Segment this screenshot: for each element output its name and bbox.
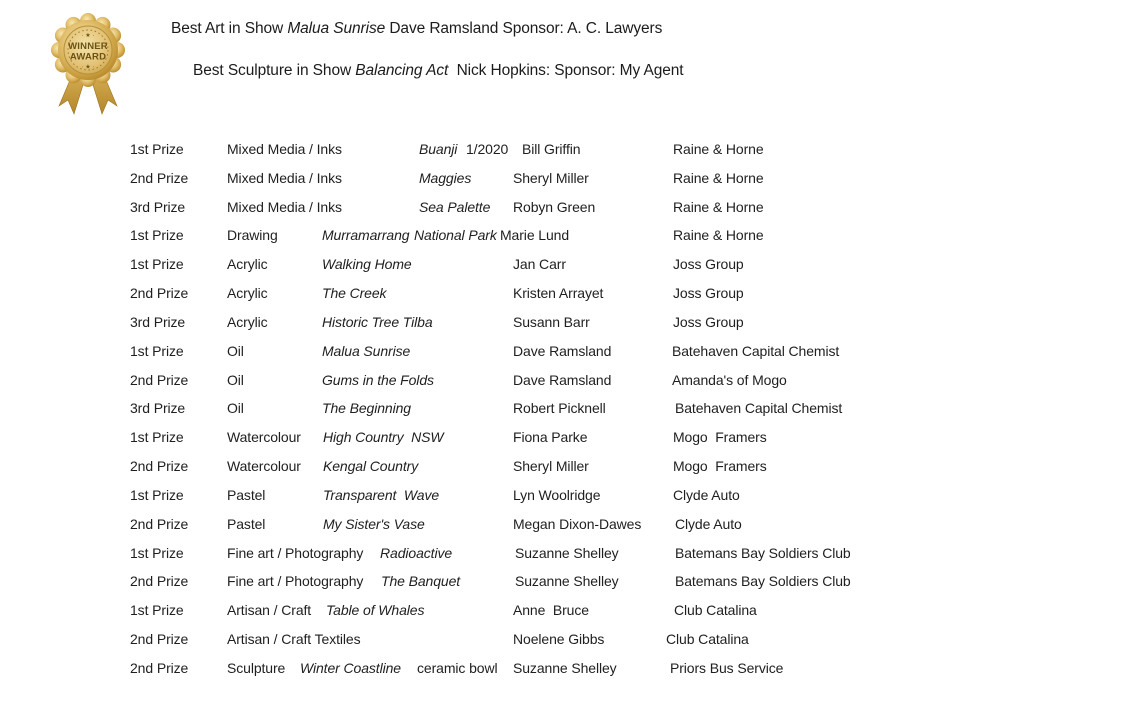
table-row <box>0 658 1129 679</box>
cell-prize: 1st Prize <box>130 141 184 157</box>
cell-artist: Robyn Green <box>513 198 596 215</box>
cell-artist: Susann Barr <box>513 313 590 330</box>
cell-category: Watercolour <box>227 429 301 446</box>
cell-title: Murramarrang <box>322 227 410 244</box>
cell-sponsor: Amanda's of Mogo <box>672 371 787 388</box>
cell-artist: Sheryl Miller <box>513 458 589 475</box>
cell-category: Drawing <box>227 227 278 244</box>
cell-category: Acrylic <box>227 256 268 273</box>
table-row <box>0 139 1129 160</box>
cell-category: Sculpture <box>227 659 286 676</box>
cell-category: Mixed Media / Inks <box>227 169 342 186</box>
cell-category: Artisan / Craft <box>227 602 312 619</box>
table-row <box>0 197 1129 218</box>
cell-artist: Suzanne Shelley <box>515 544 619 561</box>
cell-prize: 1st Prize <box>130 486 184 503</box>
table-row <box>0 341 1129 362</box>
table-row <box>0 629 1129 650</box>
cell-sponsor: Club Catalina <box>674 602 757 619</box>
badge-star-top-icon: · ★ · <box>81 33 95 39</box>
cell-title: Walking Home <box>322 256 412 273</box>
table-row <box>0 370 1129 391</box>
cell-title: Kengal Country <box>323 458 419 475</box>
artwork-title: Malua Sunrise <box>287 20 386 37</box>
cell-prize: 2nd Prize <box>130 458 189 475</box>
cell-sponsor: Mogo Framers <box>673 429 767 446</box>
table-row <box>0 514 1129 535</box>
best-sculpture-in-show-heading <box>193 61 684 81</box>
cell-prize: 3rd Prize <box>130 400 186 417</box>
cell-prize: 1st Prize <box>130 342 184 359</box>
heading-prefix: Best Sculpture in Show <box>193 62 356 79</box>
cell-sponsor: Club Catalina <box>666 631 749 648</box>
cell-prize: 1st Prize <box>130 429 184 446</box>
cell-title: Radioactive <box>380 544 453 561</box>
cell-category: Mixed Media / Inks <box>227 141 342 157</box>
table-row <box>0 168 1129 189</box>
cell-artist: Noelene Gibbs <box>513 631 605 648</box>
cell-sponsor: Batehaven Capital Chemist <box>675 400 843 417</box>
badge-star-bottom-icon: · ★ · <box>81 64 95 71</box>
artwork-title: Balancing Act <box>355 62 449 79</box>
winner-award-badge-icon <box>46 8 130 120</box>
cell-sponsor: Raine & Horne <box>673 227 764 244</box>
cell-prize: 1st Prize <box>130 227 184 244</box>
cell-title: Sea Palette <box>419 198 491 215</box>
cell-prize: 2nd Prize <box>130 659 189 676</box>
table-row <box>0 456 1129 477</box>
cell-title: The Creek <box>322 285 387 302</box>
cell-sponsor: Joss Group <box>673 256 744 273</box>
cell-title: The Beginning <box>322 400 411 417</box>
cell-sponsor: Raine & Horne <box>673 169 764 186</box>
cell-title-2: National Park <box>414 227 497 244</box>
cell-artist: Suzanne Shelley <box>513 659 617 676</box>
cell-artist: Bill Griffin <box>522 141 581 157</box>
cell-sponsor: Clyde Auto <box>675 515 742 532</box>
cell-title: My Sister's Vase <box>323 515 425 532</box>
cell-prize: 2nd Prize <box>130 631 189 648</box>
heading-suffix: Dave Ramsland Sponsor: A. C. Lawyers <box>385 20 663 37</box>
cell-prize: 2nd Prize <box>130 573 189 590</box>
cell-artist: Anne Bruce <box>513 602 589 619</box>
cell-artist: Jan Carr <box>513 256 566 273</box>
badge-label-winner: WINNER <box>68 41 108 52</box>
cell-sponsor: Raine & Horne <box>673 198 764 215</box>
table-row <box>0 485 1129 506</box>
cell-category: Oil <box>227 371 244 388</box>
cell-artist: Marie Lund <box>500 227 570 244</box>
cell-category: Oil <box>227 400 244 417</box>
cell-title: Buanji <box>419 141 458 157</box>
cell-prize: 3rd Prize <box>130 198 186 215</box>
cell-title: Maggies <box>419 169 472 186</box>
cell-prize: 1st Prize <box>130 256 184 273</box>
cell-sponsor: Mogo Framers <box>673 458 767 475</box>
table-row <box>0 571 1129 592</box>
cell-sponsor: Joss Group <box>673 285 744 302</box>
cell-category: Pastel <box>227 486 266 503</box>
cell-category: Fine art / Photography <box>227 573 364 590</box>
cell-sponsor: Priors Bus Service <box>670 659 784 676</box>
table-row <box>0 283 1129 304</box>
cell-sponsor: Raine & Horne <box>673 141 764 157</box>
cell-category: Watercolour <box>227 458 301 475</box>
cell-title: Malua Sunrise <box>322 342 411 359</box>
table-row <box>0 398 1129 419</box>
cell-artist: Suzanne Shelley <box>515 573 619 590</box>
cell-prize: 2nd Prize <box>130 371 189 388</box>
cell-title: Transparent Wave <box>323 486 440 503</box>
cell-category: Artisan / Craft Textiles <box>227 631 361 648</box>
cell-sponsor: Joss Group <box>673 313 744 330</box>
cell-title: The Banquet <box>381 573 461 590</box>
heading-prefix: Best Art in Show <box>171 20 288 37</box>
table-row <box>0 543 1129 564</box>
cell-title: Winter Coastline <box>300 659 401 676</box>
table-row <box>0 600 1129 621</box>
cell-title-note: 1/2020 <box>466 141 509 157</box>
cell-category: Fine art / Photography <box>227 544 364 561</box>
cell-title: Gums in the Folds <box>322 371 434 388</box>
cell-sponsor: Batehaven Capital Chemist <box>672 342 840 359</box>
cell-artist: Fiona Parke <box>513 429 588 446</box>
table-row <box>0 254 1129 275</box>
cell-title: High Country NSW <box>323 429 444 446</box>
table-row <box>0 225 1129 246</box>
cell-artist: Kristen Arrayet <box>513 285 604 302</box>
cell-category: Acrylic <box>227 285 268 302</box>
cell-artist: Dave Ramsland <box>513 342 612 359</box>
cell-title-note: ceramic bowl <box>417 659 498 676</box>
cell-prize: 1st Prize <box>130 544 184 561</box>
cell-prize: 2nd Prize <box>130 169 189 186</box>
table-row <box>0 312 1129 333</box>
badge-label-award: AWARD <box>69 51 107 63</box>
cell-category: Oil <box>227 342 244 359</box>
heading-suffix: Nick Hopkins: Sponsor: My Agent <box>448 62 684 79</box>
cell-category: Mixed Media / Inks <box>227 198 342 215</box>
cell-prize: 1st Prize <box>130 602 184 619</box>
cell-sponsor: Clyde Auto <box>673 486 740 503</box>
cell-artist: Lyn Woolridge <box>513 486 601 503</box>
cell-prize: 2nd Prize <box>130 515 189 532</box>
cell-artist: Dave Ramsland <box>513 371 612 388</box>
cell-artist: Megan Dixon-Dawes <box>513 515 642 532</box>
cell-title: Table of Whales <box>326 602 425 619</box>
cell-artist: Robert Picknell <box>513 400 606 417</box>
cell-category: Acrylic <box>227 313 268 330</box>
cell-artist: Sheryl Miller <box>513 169 589 186</box>
cell-sponsor: Batemans Bay Soldiers Club <box>675 544 851 561</box>
cell-sponsor: Batemans Bay Soldiers Club <box>675 573 851 590</box>
best-art-in-show-heading <box>171 19 662 39</box>
cell-prize: 3rd Prize <box>130 313 186 330</box>
table-row <box>0 427 1129 448</box>
cell-title: Historic Tree Tilba <box>322 313 433 330</box>
cell-category: Pastel <box>227 515 266 532</box>
cell-prize: 2nd Prize <box>130 285 189 302</box>
